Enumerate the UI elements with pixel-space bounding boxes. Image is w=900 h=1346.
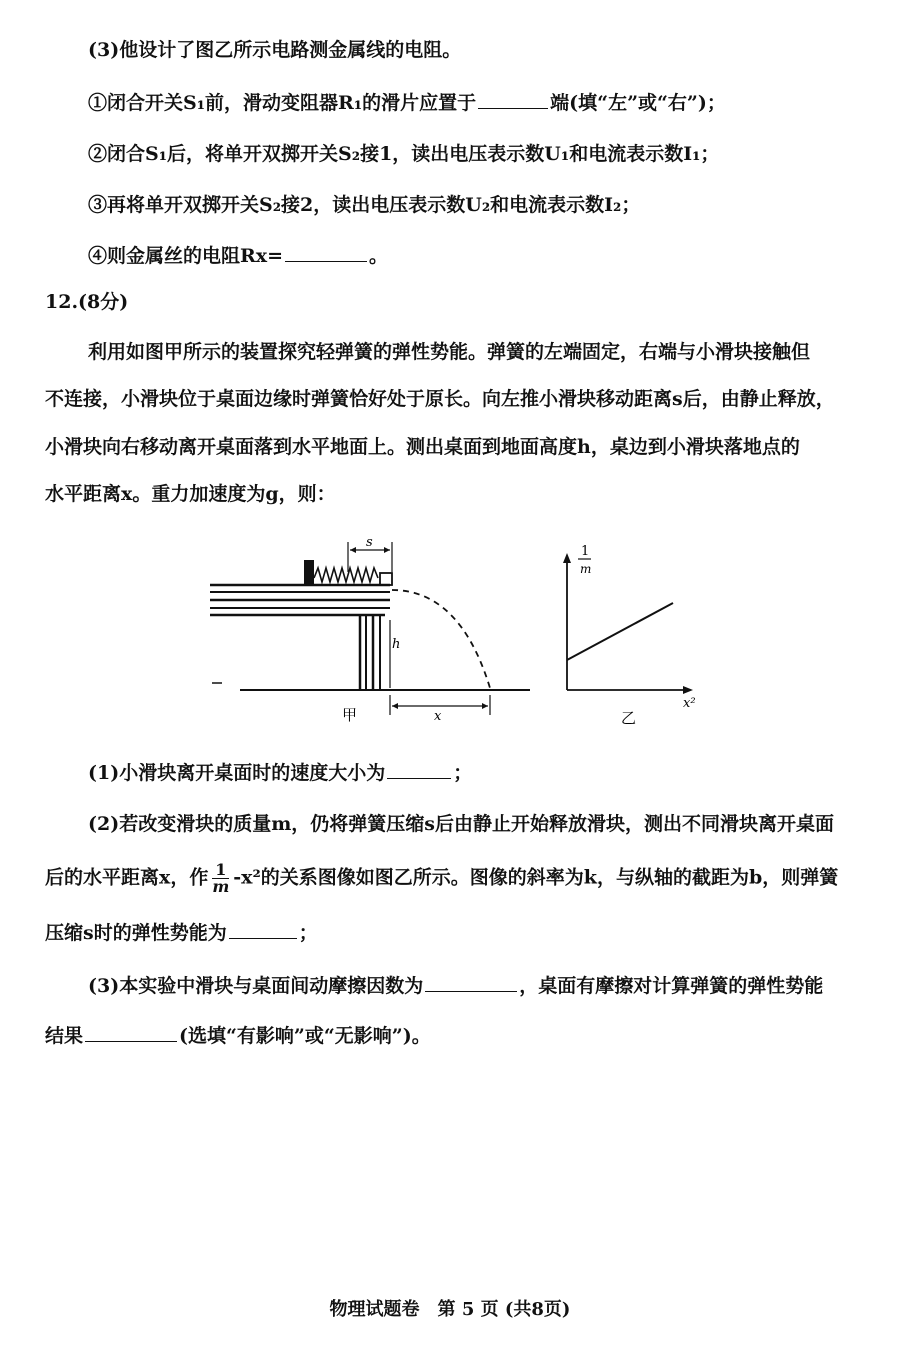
q11-step1-tail: 端(填“左”或“右”)； — [550, 92, 726, 114]
label-h: h — [392, 637, 401, 652]
answer-blank-friction[interactable] — [425, 973, 517, 992]
slider-block — [380, 573, 392, 585]
answer-blank-rx[interactable] — [285, 243, 367, 262]
q12-sub2-line3 — [45, 920, 318, 945]
q12-sub3-text-b: ，桌面有摩擦对计算弹簧的弹性势能 — [519, 975, 824, 997]
q12-sub1 — [88, 760, 472, 785]
q11-step4-tail: 。 — [369, 245, 389, 267]
q11-step2: ②闭合S₁后，将单开双掷开关S₂接1，读出电压表示数U₁和电流表示数I₁； — [88, 143, 720, 165]
q12-sub2-text-b: 后的水平距离x，作 — [45, 866, 209, 889]
fraction-den: m — [212, 877, 230, 896]
q12-sub2-line1: (2)若改变滑块的质量m，仍将弹簧压缩s后由静止开始释放滑块，测出不同滑块离开桌面 — [88, 813, 835, 835]
q12-sub3-text-c: 结果 — [45, 1025, 84, 1047]
q11-step4 — [88, 243, 388, 268]
q12-sub1-tail: ； — [453, 762, 473, 784]
q12-sub3-line2 — [45, 1023, 431, 1048]
label-s: s — [366, 535, 373, 550]
answer-blank-step1[interactable] — [478, 90, 548, 109]
q12-sub2-tail: ； — [298, 922, 318, 944]
q12-sub3-text-a: (3)本实验中滑块与桌面间动摩擦因数为 — [88, 975, 424, 997]
q11-step1-text: ①闭合开关S₁前，滑动变阻器R₁的滑片应置于 — [88, 92, 477, 114]
fixed-wall — [304, 560, 314, 585]
figure-yi-graph — [545, 535, 705, 730]
q12-para-line3: 小滑块向右移动离开桌面落到水平地面上。测出桌面到地面高度h，桌边到小滑块落地点的 — [45, 436, 800, 458]
q11-step1 — [88, 90, 726, 115]
fraction-num: 1 — [212, 862, 229, 879]
q12-sub1-text: (1)小滑块离开桌面时的速度大小为 — [88, 762, 386, 784]
y-axis-label-num: 1 — [581, 544, 590, 559]
label-yi: 乙 — [621, 709, 637, 727]
fraction-1-over-m — [212, 862, 229, 895]
q12-sub3-text-d: (选填“有影响”或“无影响”)。 — [179, 1025, 431, 1047]
q11-step4-text: ④则金属丝的电阻Rx= — [88, 245, 284, 267]
page-footer: 物理试题卷 第 5 页 (共8页) — [329, 1299, 571, 1320]
q11-step3: ③再将单开双掷开关S₂接2，读出电压表示数U₂和电流表示数I₂； — [88, 194, 641, 216]
q12-sub2-text-d: 压缩s时的弹性势能为 — [45, 922, 227, 944]
y-axis-label-den: m — [580, 562, 592, 576]
trajectory-curve — [392, 590, 490, 688]
label-jia: 甲 — [342, 706, 358, 724]
q11-part3-intro: (3)他设计了图乙所示电路测金属线的电阻。 — [88, 39, 462, 61]
answer-blank-effect[interactable] — [85, 1023, 177, 1042]
q12-sub3-line1 — [88, 973, 823, 998]
spring — [314, 568, 378, 582]
q12-sub2-text-c: -x²的关系图像如图乙所示。图像的斜率为k，与纵轴的截距为b，则弹簧 — [233, 866, 839, 889]
q12-para-line4: 水平距离x。重力加速度为g，则： — [45, 483, 336, 505]
label-x: x — [434, 709, 442, 724]
answer-blank-velocity[interactable] — [387, 760, 451, 779]
q12-para-line2: 不连接，小滑块位于桌面边缘时弹簧恰好处于原长。向左推小滑块移动距离s后，由静止释放， — [45, 388, 835, 410]
x-axis-label: x² — [683, 696, 696, 711]
graph-line — [567, 603, 673, 660]
q12-sub2-line2 — [45, 862, 838, 895]
figure-jia-apparatus — [200, 530, 540, 730]
q12-heading: 12.(8分) — [45, 291, 129, 313]
answer-blank-energy[interactable] — [229, 920, 297, 939]
q12-para-line1: 利用如图甲所示的装置探究轻弹簧的弹性势能。弹簧的左端固定，右端与小滑块接触但 — [88, 341, 811, 363]
